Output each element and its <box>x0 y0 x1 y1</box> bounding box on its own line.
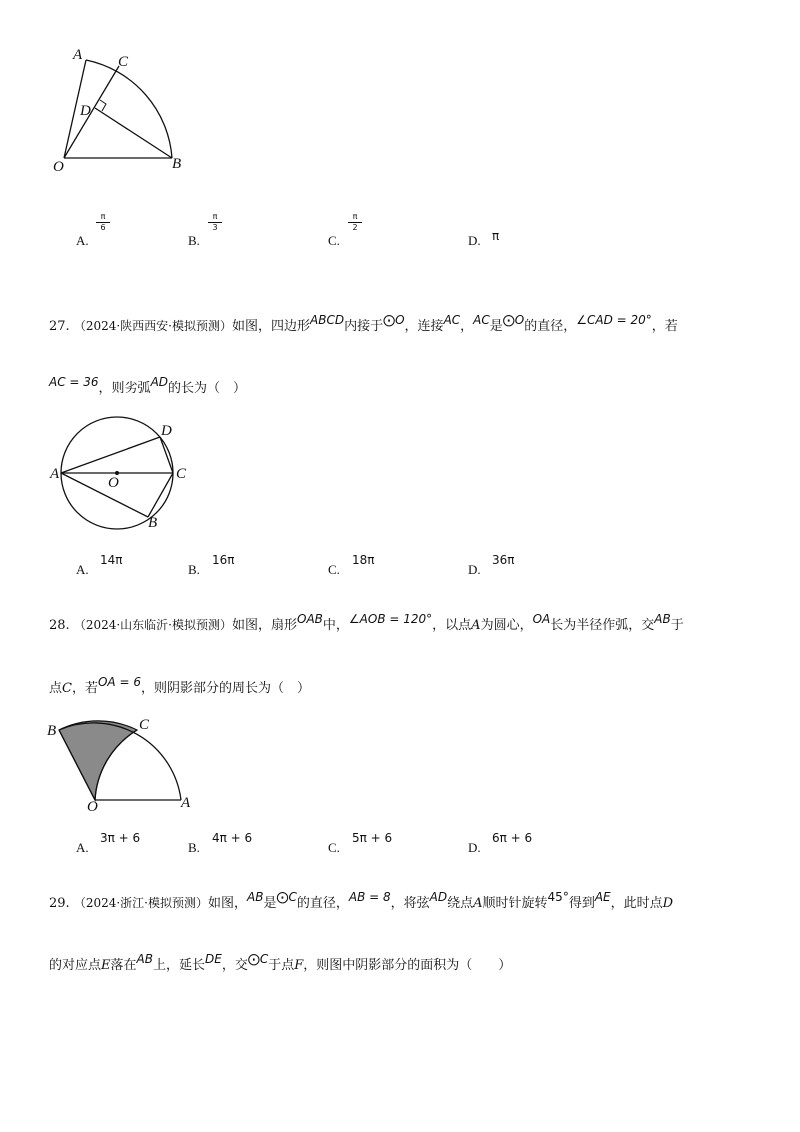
label-d: D <box>161 423 172 439</box>
label-b: B <box>148 515 158 531</box>
label-b: B <box>47 723 57 739</box>
option-d[interactable]: D. π <box>468 229 500 248</box>
option-b[interactable]: B. 16π <box>188 553 235 577</box>
segment-ab <box>61 473 148 517</box>
option-c[interactable]: C. 5π + 6 <box>328 831 393 855</box>
option-d[interactable]: D. 36π <box>468 553 515 577</box>
label-c: C <box>139 717 150 733</box>
option-b[interactable]: B. 4π + 6 <box>188 831 253 855</box>
label-o: O <box>53 159 64 175</box>
option-d[interactable]: D. 6π + 6 <box>468 831 533 855</box>
option-a[interactable]: A. 14π <box>76 553 123 577</box>
q27-line2: AC = 36，则劣弧AD的长为（ ） <box>49 375 247 396</box>
segment-ad <box>61 437 160 473</box>
segment-bc <box>148 473 173 517</box>
option-b[interactable]: B. $\frac{\pi}{3}$ <box>188 234 200 248</box>
shaded-region <box>59 721 137 800</box>
q27-line1: 27. （2024·陕西西安·模拟预测）如图，四边形ABCD内接于⨀O，连接AC，AC是⨀O的直径，∠CAD = 20°，若 <box>49 313 678 334</box>
label-a: A <box>50 466 60 482</box>
label-b: B <box>172 156 182 172</box>
label-c: C <box>176 466 187 482</box>
options-q28 <box>0 831 800 871</box>
sector-shaded-diagram <box>0 0 800 200</box>
option-a[interactable]: A. 3π + 6 <box>76 831 141 855</box>
label-d: D <box>80 103 91 119</box>
label-c: C <box>118 54 129 70</box>
options-q27 <box>0 553 800 593</box>
fraction: $\frac{\pi}{3}$ <box>208 212 222 233</box>
label-o: O <box>108 475 119 491</box>
option-c[interactable]: C. $\frac{\pi}{2}$ <box>328 234 340 248</box>
segment-dc <box>160 437 173 473</box>
q28-line1: 28. （2024·山东临沂·模拟预测）如图，扇形OAB中，∠AOB = 120°，以点A为圆心，OA长为半径作弧，交AB于 <box>49 612 684 633</box>
label-o: O <box>87 799 98 815</box>
label-a: A <box>181 795 191 811</box>
option-a[interactable]: A. $\frac{\pi}{6}$ <box>76 234 89 248</box>
q29-line2: 的对应点E落在AB上，延长DE，交⨀C于点F，则图中阴影部分的面积为（ ） <box>49 952 512 973</box>
options-q26 <box>0 212 800 264</box>
q28-line2: 点C，若OA = 6，则阴影部分的周长为（ ） <box>49 675 310 696</box>
option-c[interactable]: C. 18π <box>328 553 375 577</box>
fraction: $\frac{\pi}{6}$ <box>96 212 110 233</box>
fraction: $\frac{\pi}{2}$ <box>348 212 362 233</box>
label-a: A <box>73 47 83 63</box>
q29-line1: 29. （2024·浙江·模拟预测）如图，AB是⨀C的直径，AB = 8，将弦AD绕点A顺时针旋转45°得到AE，此时点D <box>49 890 674 911</box>
